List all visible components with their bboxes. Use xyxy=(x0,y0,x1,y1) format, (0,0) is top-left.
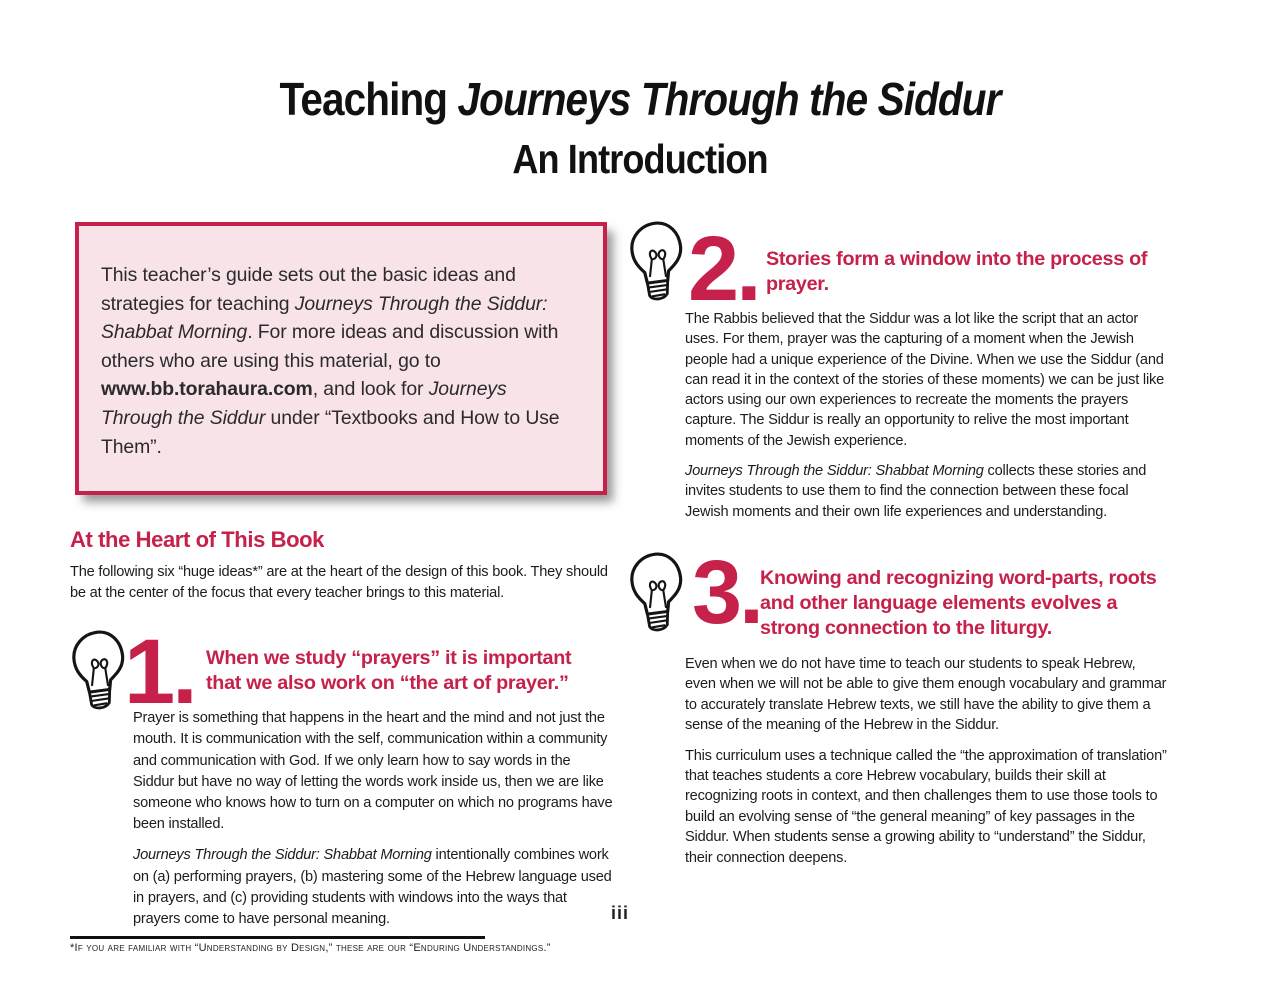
heart-heading: At the Heart of This Book xyxy=(70,527,325,553)
huge-idea-2 xyxy=(628,215,1168,522)
intro-text xyxy=(101,261,579,461)
title-prefix: Teaching xyxy=(279,73,458,125)
section-title-text: Knowing and recognizing word-parts, roots and other language elements evolves a strong connection to the liturgy. xyxy=(760,566,1157,639)
section-body xyxy=(685,654,1167,868)
book-name-italic: Journeys Through the Siddur: Shabbat Morning xyxy=(133,847,432,864)
section-number: 2. xyxy=(688,218,759,320)
book-name-italic: Journeys Through the Siddur: Shabbat Morning xyxy=(685,463,984,480)
section-body xyxy=(133,708,613,930)
footnote-text: *If you are familiar with “Understanding by Design,” these are our “Enduring Understandings.” xyxy=(70,942,551,955)
intro-box xyxy=(75,222,607,495)
title-subtitle: An Introduction xyxy=(512,136,768,182)
huge-idea-3 xyxy=(628,542,1168,868)
section-body xyxy=(685,309,1167,522)
paragraph-text: collects these stories and invites students to use them to find the connection between these focal Jewish moments and their own life experiences and understanding. xyxy=(685,463,1147,520)
section-number: 3. xyxy=(692,542,762,643)
left-column xyxy=(70,222,615,954)
section-number: 1. xyxy=(124,621,195,724)
intro-run: . For more ideas and discussion with others who are using this material, go to xyxy=(101,321,559,372)
section-paragraph: Prayer is something that happens in the heart and the mind and not just the mouth. It is communication with the self, communication within a community and communication with God. If we only learn how to say words in the Siddur but have no way of letting the words work inside us, then we are like someone who knows how to turn on a computer on which no programs have been installed. xyxy=(133,710,613,833)
right-column xyxy=(628,215,1168,868)
intro-run-italic: Journeys Through the Siddur xyxy=(101,378,507,429)
lightbulb-icon xyxy=(70,628,130,714)
lightbulb-icon xyxy=(628,550,688,636)
page-title xyxy=(20,72,1260,183)
intro-url: www.bb.torahaura.com xyxy=(101,378,313,401)
section-paragraph: The Rabbis believed that the Siddur was a lot like the script that an actor uses. For them, prayer was the capturing of a moment when the Jewish people had a unique experience of the Divine. When we use the Siddur (and can read it in the context of the stories of these moments) we can be just like actors using our own experiences to recreate the moments the prayers capture. The Siddur is really an opportunity to relive the most important moments of the Jewish experience. xyxy=(685,311,1165,449)
section-paragraph: This curriculum uses a technique called the “the approximation of translation” that teaches students a core Hebrew vocabulary, builds their skill at recognizing roots in context, and then challenges them to use those tools to build an evolving sense of “the general meaning” of key passages in the Siddur. When students sense a growing ability to “understand” the Siddur, their connection deepens. xyxy=(685,747,1167,866)
section-title: When we study “prayers” it is important that we also work on “the art of prayer.” xyxy=(206,647,572,695)
footnote-divider xyxy=(70,936,485,939)
title-line-1 xyxy=(94,72,1185,126)
intro-run: under “Textbooks and How to Use Them”. xyxy=(101,406,560,458)
section-title: Stories form a window into the process of prayer. xyxy=(766,248,1148,295)
section-paragraph xyxy=(133,845,613,930)
intro-run-italic: Journeys Through the Siddur: Shabbat Morning xyxy=(101,292,548,344)
heart-body: The following six “huge ideas*” are at the heart of the design of this book. They should be at the center of the focus that every teacher brings to this material. xyxy=(70,564,608,602)
lightbulb-icon xyxy=(628,219,688,305)
section-paragraph xyxy=(685,461,1167,522)
page-number: iii xyxy=(610,903,629,923)
huge-idea-1 xyxy=(70,621,615,930)
paragraph-text: intentionally combines work on (a) performing prayers, (b) mastering some of the Hebrew language used in prayers, and (c) providing students with windows into the ways that prayers come to have personal meaning. xyxy=(133,847,612,927)
intro-run: This teacher’s guide sets out the basic ideas and strategies for teaching xyxy=(101,264,516,315)
intro-run: , and look for xyxy=(312,378,429,401)
section-paragraph: Even when we do not have time to teach our students to speak Hebrew, even when we will not be able to give them enough vocabulary and grammar to accurately translate Hebrew texts, we still have the ability to give them a sense of the meaning of the Hebrew in the Siddur. xyxy=(685,655,1167,734)
title-book-name: Journeys Through the Siddur xyxy=(457,73,1001,125)
